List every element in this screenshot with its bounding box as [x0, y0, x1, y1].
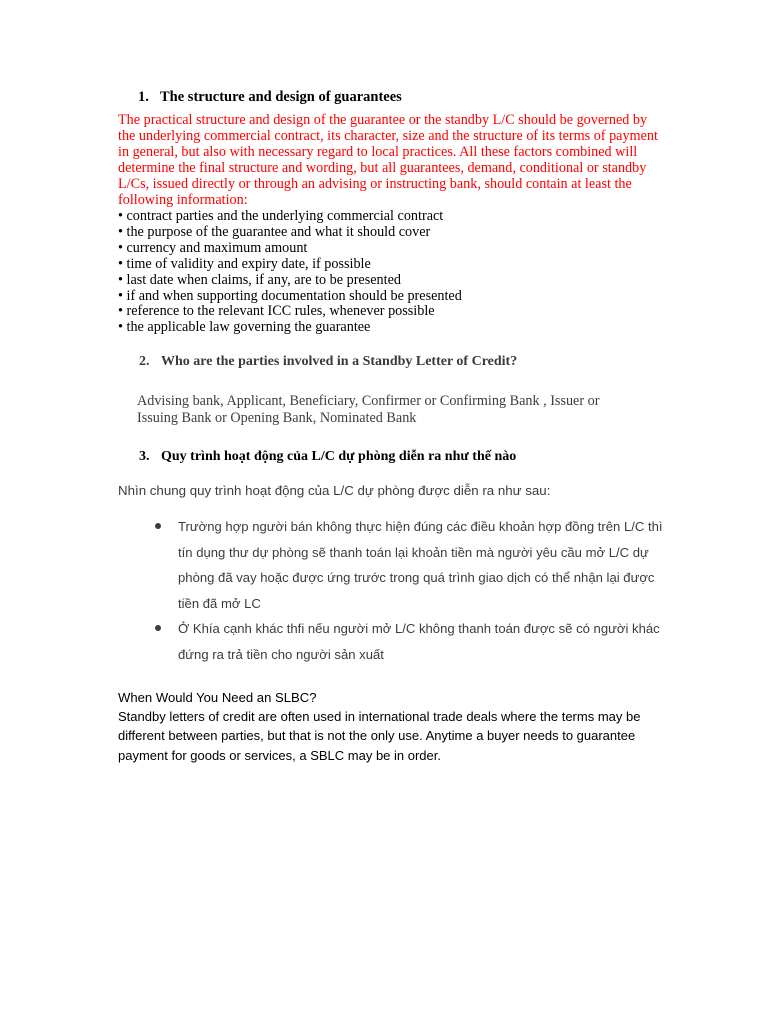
section-3-title: Quy trình hoạt động của L/C dự phòng diễn ra như thế nào: [161, 449, 517, 464]
section-2-title: Who are the parties involved in a Standby Letter of Credit?: [161, 354, 518, 369]
section-3-number: 3.: [139, 449, 150, 464]
list-item: • time of validity and expiry date, if possible: [118, 255, 371, 272]
section-4-paragraph: Standby letters of credit are often used in international trade deals where the terms may be different between parties, but that is not the only use. Anytime a buyer needs to guarantee payment for goods or services, a SBLC may be in order.: [118, 709, 641, 763]
bullet-dot-icon: [155, 523, 161, 529]
section-1-heading: [138, 88, 402, 106]
list-item: [155, 616, 675, 667]
list-item-text: Ở Khía cạnh khác thfi nếu người mở L/C không thanh toán được sẽ có người khác đứng ra trả tiền cho người sản xuất: [178, 621, 660, 662]
list-item: [155, 514, 675, 616]
list-item: • if and when supporting documentation should be presented: [118, 287, 462, 304]
section-2-number: 2.: [139, 354, 150, 369]
section-3-bullet-list: [155, 514, 675, 667]
list-item-text: Trường hợp người bán không thực hiện đúng các điều khoản hợp đồng trên L/C thì tín dụng thư dự phòng sẽ thanh toán lại khoản tiền mà người yêu cầu mở L/C dự phòng đã vay hoặc được ứng trước trong quá trình giao dịch có thể nhận lại được tiền đã mở LC: [178, 519, 663, 611]
list-item: • last date when claims, if any, are to be presented: [118, 271, 401, 288]
section-2-answer: Advising bank, Applicant, Beneficiary, Confirmer or Confirming Bank , Issuer or Issuing Bank or Opening Bank, Nominated Bank: [137, 393, 600, 426]
list-item: • currency and maximum amount: [118, 239, 308, 256]
section-1-bullet-list: [118, 209, 462, 336]
section-1-title: The structure and design of guarantees: [160, 89, 402, 105]
section-1-number: 1.: [138, 89, 149, 105]
list-item: • the applicable law governing the guarantee: [118, 319, 371, 336]
list-item: • reference to the relevant ICC rules, whenever possible: [118, 303, 435, 320]
section-2-heading: [139, 353, 517, 371]
list-item: • contract parties and the underlying commercial contract: [118, 208, 444, 224]
bullet-dot-icon: [155, 625, 161, 631]
list-item: • the purpose of the guarantee and what it should cover: [118, 223, 431, 240]
section-3-heading: [139, 448, 516, 466]
section-1-paragraph: The practical structure and design of the guarantee or the standby L/C should be governed by the underlying commercial contract, its character, size and the structure of its terms of payment in general, but also with necessary regard to local practices. All these factors combined will determine the final structure and wording, but all guarantees, demand, conditional or standby L/Cs, issued directly or through an advising or instructing bank, should contain at least the following information:: [118, 112, 658, 209]
section-4-title: When Would You Need an SLBC?: [118, 690, 317, 705]
section-3-intro: Nhìn chung quy trình hoạt động của L/C dự phòng được diễn ra như sau:: [118, 483, 551, 498]
